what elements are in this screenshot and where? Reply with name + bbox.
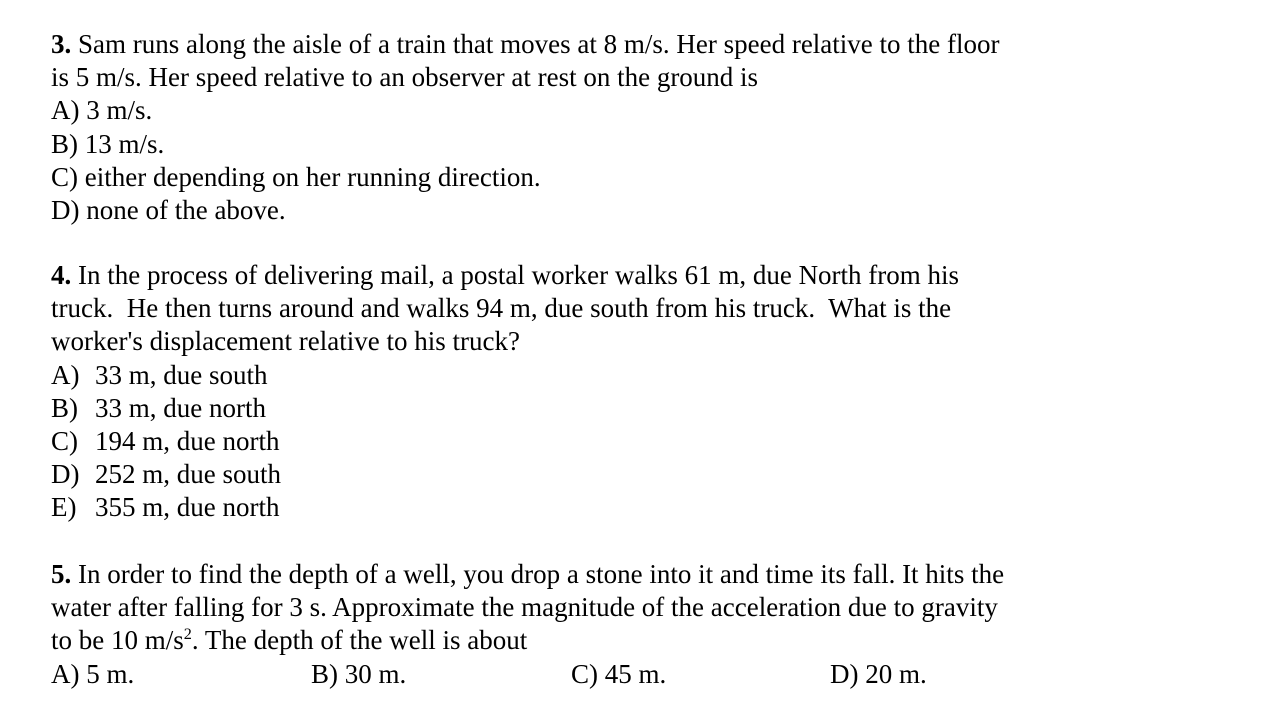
question-4-stem-line-2: truck. He then turns around and walks 94 m, due south from his truck. What is the bbox=[51, 293, 952, 324]
question-5-option-a: A) 5 m. bbox=[51, 658, 135, 689]
question-5-stem-line-3-end: . The depth of the well is about bbox=[191, 625, 528, 656]
question-4-option-a-letter: A) bbox=[51, 359, 80, 390]
question-3-option-b: B) 13 m/s. bbox=[51, 128, 165, 159]
question-4-option-a-text: 33 m, due south bbox=[95, 359, 268, 390]
question-4-option-e-text: 355 m, due north bbox=[95, 492, 280, 523]
question-5-superscript: 2 bbox=[183, 625, 192, 644]
question-4-option-e-letter: E) bbox=[51, 492, 77, 523]
question-5 bbox=[51, 558, 1251, 691]
question-4-option-d-text: 252 m, due south bbox=[95, 459, 281, 490]
question-5-stem-line-3-start: to be 10 m/s bbox=[51, 625, 184, 656]
question-4-option-b-letter: B) bbox=[51, 392, 78, 423]
question-5-option-d: D) 20 m. bbox=[830, 658, 927, 689]
question-3-option-d: D) none of the above. bbox=[51, 195, 286, 226]
question-4-option-c-text: 194 m, due north bbox=[95, 426, 280, 457]
question-3-stem-line-2: is 5 m/s. Her speed relative to an observer at rest on the ground is bbox=[51, 62, 759, 93]
question-4-options bbox=[51, 359, 1251, 525]
question-4-option-d bbox=[51, 458, 1251, 491]
question-3-options bbox=[51, 94, 1251, 227]
question-4-option-c-letter: C) bbox=[51, 426, 78, 457]
question-3-stem-line-1: Sam runs along the aisle of a train that moves at 8 m/s. Her speed relative to the floor bbox=[78, 29, 1000, 59]
question-4-number: 4. bbox=[51, 260, 72, 290]
question-4-option-b-text: 33 m, due north bbox=[95, 392, 266, 423]
question-4-stem bbox=[51, 259, 1251, 359]
question-5-options bbox=[51, 658, 1251, 691]
question-5-number: 5. bbox=[51, 559, 72, 589]
question-4-option-a bbox=[51, 359, 1251, 392]
question-4-option-c bbox=[51, 425, 1251, 458]
question-3-option-a: A) 3 m/s. bbox=[51, 95, 153, 126]
question-4-option-d-letter: D) bbox=[51, 459, 80, 490]
question-3 bbox=[51, 28, 1251, 227]
question-3-number: 3. bbox=[51, 29, 72, 59]
question-5-option-c: C) 45 m. bbox=[571, 658, 667, 689]
question-3-stem bbox=[51, 28, 1251, 94]
question-5-option-b: B) 30 m. bbox=[311, 658, 407, 689]
question-5-stem-line-1: In order to find the depth of a well, you drop a stone into it and time its fall. It hits the bbox=[78, 559, 1005, 589]
question-5-stem bbox=[51, 558, 1251, 658]
question-4-stem-line-1: In the process of delivering mail, a postal worker walks 61 m, due North from his bbox=[78, 260, 960, 290]
question-3-option-c: C) either depending on her running direction. bbox=[51, 161, 541, 192]
question-4-option-b bbox=[51, 392, 1251, 425]
question-4-stem-line-3: worker's displacement relative to his truck? bbox=[51, 326, 520, 357]
question-4 bbox=[51, 259, 1251, 525]
question-4-option-e bbox=[51, 491, 1251, 524]
question-5-stem-line-2: water after falling for 3 s. Approximate the magnitude of the acceleration due to gravity bbox=[51, 592, 998, 623]
